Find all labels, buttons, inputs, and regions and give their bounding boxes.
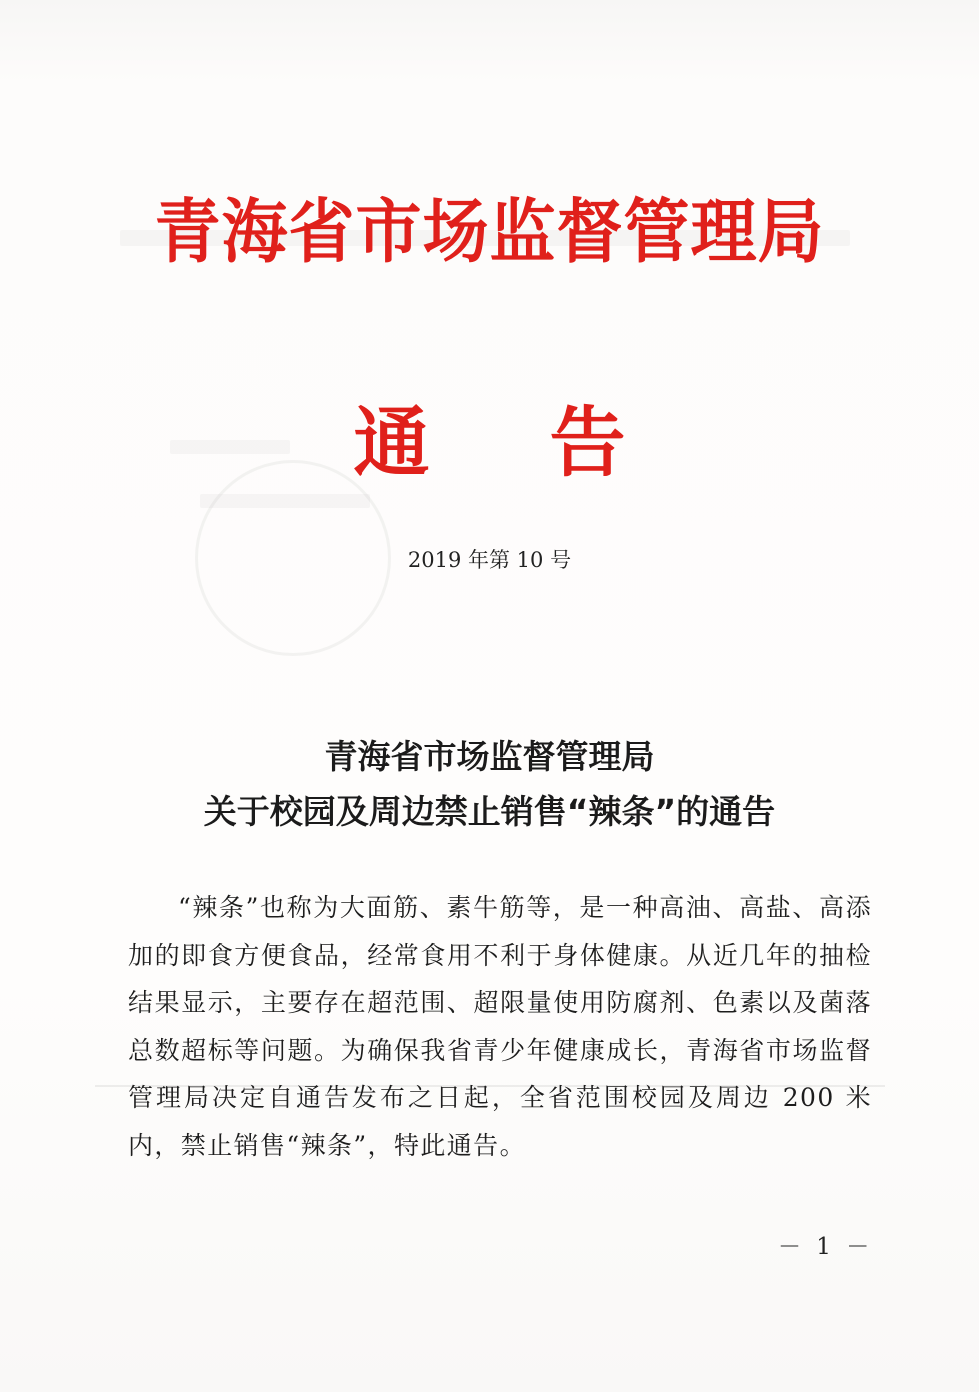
page-number: － 1 － (778, 1234, 874, 1260)
document-type-char: 告 (549, 398, 626, 487)
notice-title-line-1: 青海省市场监督管理局 (324, 737, 655, 776)
issuing-authority-header: 青海省市场监督管理局 (154, 190, 825, 273)
document-type-heading (0, 382, 979, 491)
ghost-text-bleedthrough (200, 494, 370, 508)
document-number: 2019 年第 10 号 (407, 548, 572, 572)
notice-body-paragraph: “辣条”也称为大面筋、素牛筋等，是一种高油、高盐、高添加的即食方便食品，经常食用不利于身体健康。从近几年的抽检结果显示，主要存在超范围、超限量使用防腐剂、色素以及菌落总数超标等问题。为确保我省青少年健康成长，青海省市场监督管理局决定自通告发布之日起，全省范围校园及周边 200 米内，禁止销售“辣条”，特此通告。 (128, 893, 872, 1160)
document-type-char: 通 (353, 398, 430, 487)
notice-title-line-2: 关于校园及周边禁止销售“辣条”的通告 (203, 792, 776, 831)
